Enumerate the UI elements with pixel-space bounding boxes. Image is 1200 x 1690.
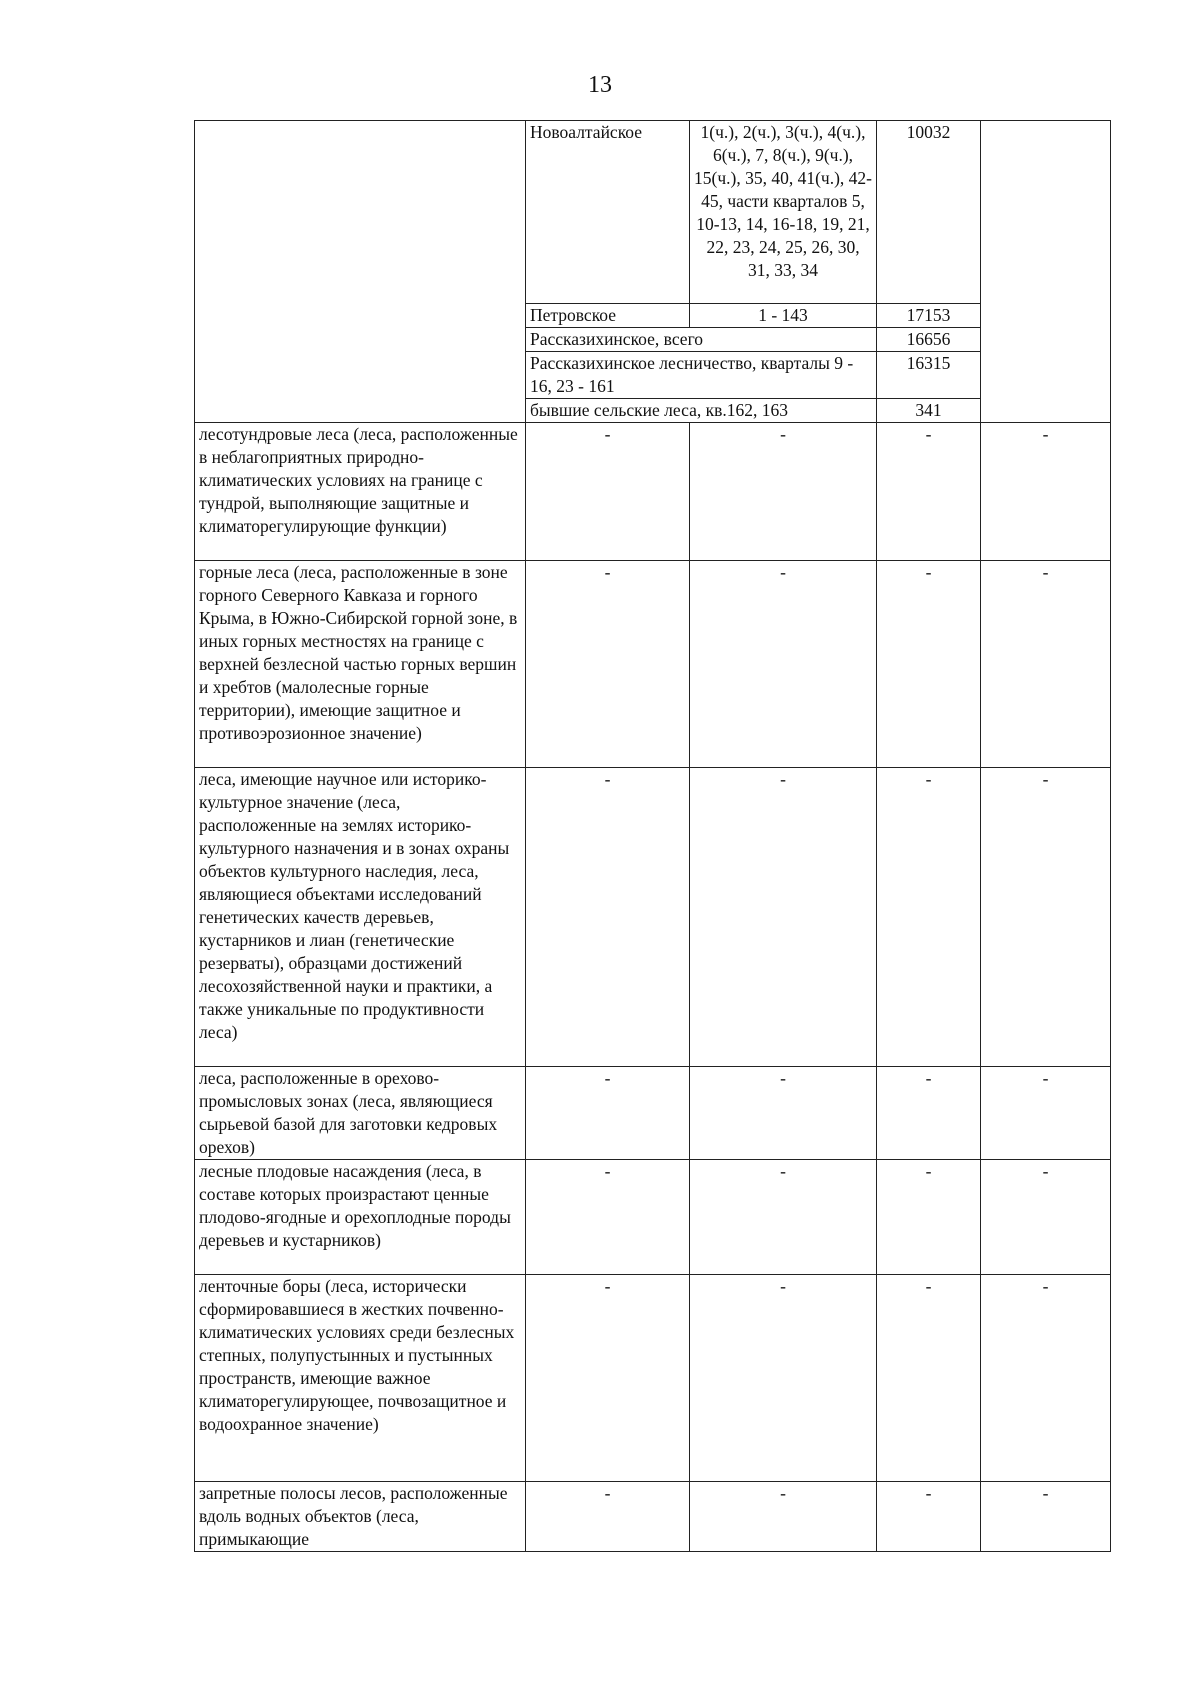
value-cell: - <box>526 768 690 1067</box>
area-cell: 16656 <box>877 328 981 352</box>
value-cell: - <box>981 423 1111 561</box>
forestry-name: Петровское <box>526 304 690 328</box>
value-cell: - <box>877 768 981 1067</box>
value-cell: - <box>690 1275 877 1482</box>
category-label: горные леса (леса, расположенные в зоне горного Северного Кавказа и горного Крыма, в Южно-Сибирской горной зоне, в иных горных местностях на границе с верхней безлесной частью горных вершин и хребтов (малолесные горные территории), имеющие защитное и противоэрозионное значение) <box>195 561 526 768</box>
area-cell: 17153 <box>877 304 981 328</box>
value-cell: - <box>690 768 877 1067</box>
value-cell: - <box>877 1482 981 1552</box>
value-cell: - <box>877 1160 981 1275</box>
area-cell: 10032 <box>877 121 981 304</box>
value-cell: - <box>981 1275 1111 1482</box>
category-label: лесотундровые леса (леса, расположенные в неблагоприятных природно-климатических условиях на границе с тундрой, выполняющие защитные и климаторегулирующие функции) <box>195 423 526 561</box>
category-row <box>195 768 1111 1067</box>
value-cell: - <box>690 561 877 768</box>
value-cell: - <box>526 561 690 768</box>
empty-category-cell <box>195 121 526 423</box>
value-cell: - <box>690 1067 877 1160</box>
value-cell: - <box>877 423 981 561</box>
empty-cell <box>981 121 1111 423</box>
value-cell: - <box>690 1160 877 1275</box>
value-cell: - <box>877 1067 981 1160</box>
forestry-name: Рассказихинское лесничество, кварталы 9 - 16, 23 - 161 <box>526 352 877 399</box>
value-cell: - <box>690 423 877 561</box>
value-cell: - <box>526 1482 690 1552</box>
category-row <box>195 1160 1111 1275</box>
value-cell: - <box>526 1275 690 1482</box>
page-number: 13 <box>588 72 612 98</box>
area-cell: 341 <box>877 399 981 423</box>
category-label: лесные плодовые насаждения (леса, в составе которых произрастают ценные плодово-ягодные и орехоплодные породы деревьев и кустарников) <box>195 1160 526 1275</box>
category-label: запретные полосы лесов, расположенные вдоль водных объектов (леса, примыкающие <box>195 1482 526 1552</box>
value-cell: - <box>877 1275 981 1482</box>
category-label: леса, расположенные в орехово-промысловых зонах (леса, являющиеся сырьевой базой для заготовки кедровых орехов) <box>195 1067 526 1160</box>
value-cell: - <box>981 561 1111 768</box>
value-cell: - <box>526 1067 690 1160</box>
value-cell: - <box>690 1482 877 1552</box>
forestry-name: бывшие сельские леса, кв.162, 163 <box>526 399 877 423</box>
category-row <box>195 561 1111 768</box>
category-row <box>195 1482 1111 1552</box>
category-row <box>195 1275 1111 1482</box>
value-cell: - <box>877 561 981 768</box>
category-row <box>195 1067 1111 1160</box>
quarters-cell: 1(ч.), 2(ч.), 3(ч.), 4(ч.), 6(ч.), 7, 8(ч.), 9(ч.), 15(ч.), 35, 40, 41(ч.), 42-45, части кварталов 5, 10-13, 14, 16-18, 19, 21, 22, 23, 24, 25, 26, 30, 31, 33, 34 <box>690 121 877 304</box>
quarters-cell: 1 - 143 <box>690 304 877 328</box>
category-label: ленточные боры (леса, исторически сформировавшиеся в жестких почвенно-климатических условиях среди безлесных степных, полупустынных и пустынных пространств, имеющие важное климаторегулирующее, почвозащитное и водоохранное значение) <box>195 1275 526 1482</box>
value-cell: - <box>981 1067 1111 1160</box>
value-cell: - <box>526 423 690 561</box>
forest-table <box>194 120 1111 1552</box>
forestry-name: Рассказихинское, всего <box>526 328 877 352</box>
value-cell: - <box>981 1482 1111 1552</box>
forestry-name: Новоалтайское <box>526 121 690 304</box>
value-cell: - <box>981 1160 1111 1275</box>
category-row <box>195 423 1111 561</box>
value-cell: - <box>981 768 1111 1067</box>
table-row <box>195 121 1111 304</box>
value-cell: - <box>526 1160 690 1275</box>
area-cell: 16315 <box>877 352 981 399</box>
category-label: леса, имеющие научное или историко-культурное значение (леса, расположенные на землях историко-культурного назначения и в зонах охраны объектов культурного наследия, леса, являющиеся объектами исследований генетических качеств деревьев, кустарников и лиан (генетические резерваты), образцами достижений лесохозяйственной науки и практики, а также уникальные по продуктивности леса) <box>195 768 526 1067</box>
